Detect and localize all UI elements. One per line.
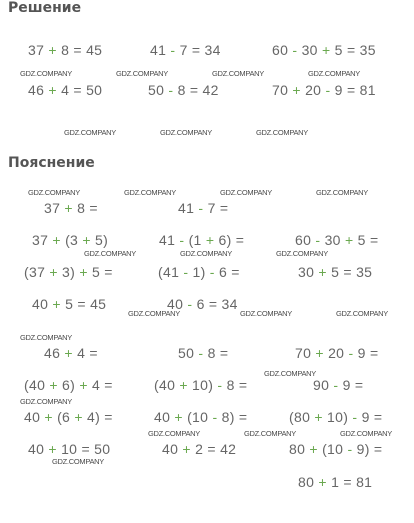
watermark: GDZ.COMPANY [212, 69, 264, 78]
watermark: GDZ.COMPANY [116, 69, 168, 78]
explanation-expression: 40 + 2 = 42 [162, 441, 237, 457]
watermark: GDZ.COMPANY [28, 188, 80, 197]
explanation-expression: 41 - (1 + 6) = [159, 232, 245, 248]
watermark: GDZ.COMPANY [180, 249, 232, 258]
solution-expression: 70 + 20 - 9 = 81 [272, 82, 376, 98]
explanation-expression: 40 + (10 - 8) = [154, 409, 248, 425]
watermark: GDZ.COMPANY [160, 128, 212, 137]
explanation-expression: 40 + 10 = 50 [28, 441, 111, 457]
watermark: GDZ.COMPANY [264, 369, 316, 378]
explanation-expression: 46 + 4 = [44, 345, 98, 361]
explanation-expression: 37 + (3 + 5) [32, 232, 109, 248]
watermark: GDZ.COMPANY [128, 309, 180, 318]
solution-heading: Решение [8, 0, 82, 16]
explanation-expression: 40 + 5 = 45 [32, 296, 107, 312]
explanation-heading: Пояснение [8, 155, 95, 171]
watermark: GDZ.COMPANY [276, 249, 328, 258]
watermark: GDZ.COMPANY [64, 128, 116, 137]
watermark: GDZ.COMPANY [84, 249, 136, 258]
solution-expression: 50 - 8 = 42 [148, 82, 219, 98]
watermark: GDZ.COMPANY [20, 333, 72, 342]
explanation-expression: 70 + 20 - 9 = [295, 345, 379, 361]
explanation-expression: 41 - 7 = [178, 200, 229, 216]
watermark: GDZ.COMPANY [308, 69, 360, 78]
solution-expression: 46 + 4 = 50 [28, 82, 103, 98]
explanation-expression: (37 + 3) + 5 = [24, 264, 113, 280]
explanation-expression: (40 + 10) - 8 = [154, 377, 248, 393]
watermark: GDZ.COMPANY [256, 128, 308, 137]
solution-expression: 60 - 30 + 5 = 35 [272, 42, 376, 58]
explanation-expression: 37 + 8 = [44, 200, 98, 216]
watermark: GDZ.COMPANY [340, 429, 392, 438]
explanation-expression: (41 - 1) - 6 = [158, 264, 240, 280]
explanation-expression: 80 + 1 = 81 [298, 474, 373, 490]
watermark: GDZ.COMPANY [124, 188, 176, 197]
watermark: GDZ.COMPANY [148, 429, 200, 438]
watermark: GDZ.COMPANY [52, 457, 104, 466]
watermark: GDZ.COMPANY [336, 309, 388, 318]
watermark: GDZ.COMPANY [316, 188, 368, 197]
watermark: GDZ.COMPANY [20, 397, 72, 406]
explanation-expression: 50 - 8 = [178, 345, 229, 361]
explanation-expression: 40 - 6 = 34 [167, 296, 238, 312]
explanation-expression: 90 - 9 = [313, 377, 364, 393]
explanation-expression: 60 - 30 + 5 = [295, 232, 379, 248]
solution-expression: 41 - 7 = 34 [150, 42, 221, 58]
explanation-expression: 40 + (6 + 4) = [24, 409, 113, 425]
explanation-expression: (80 + 10) - 9 = [289, 409, 383, 425]
watermark: GDZ.COMPANY [240, 309, 292, 318]
explanation-expression: (40 + 6) + 4 = [24, 377, 113, 393]
watermark: GDZ.COMPANY [220, 188, 272, 197]
solution-expression: 37 + 8 = 45 [28, 42, 103, 58]
watermark: GDZ.COMPANY [20, 69, 72, 78]
explanation-expression: 30 + 5 = 35 [298, 264, 373, 280]
watermark: GDZ.COMPANY [244, 429, 296, 438]
explanation-expression: 80 + (10 - 9) = [289, 441, 383, 457]
